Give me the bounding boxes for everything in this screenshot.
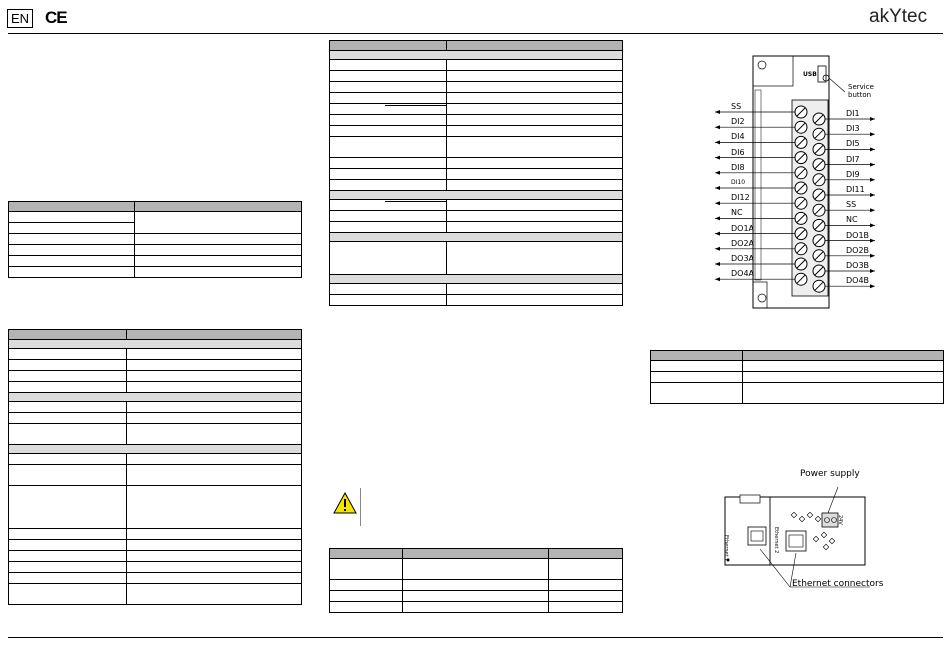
arrow-icon bbox=[715, 247, 720, 251]
arrow-icon bbox=[715, 171, 720, 175]
terminal-label-left: DO1A bbox=[731, 223, 755, 233]
arrow-icon bbox=[870, 117, 875, 121]
ethernet-connectors-label: Ethernet connectors bbox=[792, 579, 884, 589]
terminal-label-left: DI2 bbox=[731, 117, 745, 127]
service-button-label: Service button bbox=[848, 83, 874, 99]
port1-label: Ethernet 1 bbox=[723, 535, 729, 562]
terminal-label-right: DI7 bbox=[846, 154, 860, 164]
arrow-icon bbox=[870, 163, 875, 167]
spec-table-1 bbox=[8, 201, 302, 278]
arrow-icon bbox=[715, 201, 720, 205]
warning-divider bbox=[360, 488, 361, 526]
spec-table-3 bbox=[329, 40, 623, 306]
terminal-label-right: DI3 bbox=[846, 124, 860, 134]
spec-table-2 bbox=[8, 329, 302, 605]
arrow-icon bbox=[870, 239, 875, 243]
wiring-diagram bbox=[700, 50, 880, 310]
arrow-icon bbox=[715, 156, 720, 160]
warning-icon bbox=[333, 492, 357, 514]
ce-mark: CE bbox=[45, 8, 67, 27]
terminal-label-right: DI11 bbox=[846, 185, 865, 194]
terminal-label-right: DO2B bbox=[846, 245, 870, 255]
arrow-icon bbox=[870, 223, 875, 227]
port2-label: Ethernet 2 bbox=[773, 527, 779, 554]
spec-table-4 bbox=[329, 548, 623, 613]
arrow-icon bbox=[870, 132, 875, 136]
brand-logo: akYtec bbox=[869, 6, 928, 27]
arrow-icon bbox=[715, 140, 720, 144]
terminal-label-right: SS bbox=[846, 200, 857, 210]
terminal-label-right: DI5 bbox=[846, 139, 860, 149]
terminal-label-left: SS bbox=[731, 102, 742, 111]
terminal-label-right: NC bbox=[846, 215, 858, 225]
arrow-icon bbox=[870, 284, 875, 288]
arrow-icon bbox=[715, 110, 720, 114]
terminal-label-left: DI8 bbox=[731, 162, 745, 172]
terminal-label-left: DI6 bbox=[731, 147, 745, 157]
terminal-label-left: DI10 bbox=[731, 179, 746, 186]
terminal-label-right: DO1B bbox=[846, 230, 870, 240]
inner-divider bbox=[385, 105, 447, 106]
terminal-label-left: DI4 bbox=[731, 132, 745, 142]
terminal-label-left: NC bbox=[731, 208, 743, 218]
arrow-icon bbox=[715, 262, 720, 266]
arrow-icon bbox=[870, 269, 875, 273]
arrow-icon bbox=[870, 254, 875, 258]
bottom-rule bbox=[8, 637, 943, 638]
arrow-icon bbox=[715, 277, 720, 281]
power-supply-label: Power supply bbox=[800, 469, 860, 479]
arrow-icon bbox=[715, 216, 720, 220]
terminal-label-left: DI12 bbox=[731, 193, 750, 203]
terminal-label-right: DO4B bbox=[846, 276, 870, 286]
arrow-icon bbox=[715, 125, 720, 129]
terminal-label-right: DI9 bbox=[846, 169, 860, 179]
voltage-mark: 24V bbox=[837, 515, 843, 525]
inner-divider bbox=[385, 201, 447, 202]
top-rule bbox=[8, 33, 943, 34]
spec-table-5 bbox=[650, 350, 944, 404]
arrow-icon bbox=[870, 147, 875, 151]
terminal-label-right: DI1 bbox=[846, 109, 860, 118]
terminal-label-left: DO2A bbox=[731, 238, 755, 248]
arrow-icon bbox=[870, 208, 875, 212]
arrow-icon bbox=[870, 178, 875, 182]
arrow-icon bbox=[715, 186, 720, 190]
arrow-icon bbox=[870, 193, 875, 197]
bottom-view-diagram bbox=[720, 465, 910, 595]
language-badge: EN bbox=[7, 9, 33, 28]
terminal-label-right: DO3B bbox=[846, 261, 870, 270]
terminal-label-left: DO3A bbox=[731, 254, 755, 263]
terminal-label-left: DO4A bbox=[731, 269, 755, 279]
arrow-icon bbox=[715, 232, 720, 236]
usb-label: USB bbox=[803, 71, 817, 78]
